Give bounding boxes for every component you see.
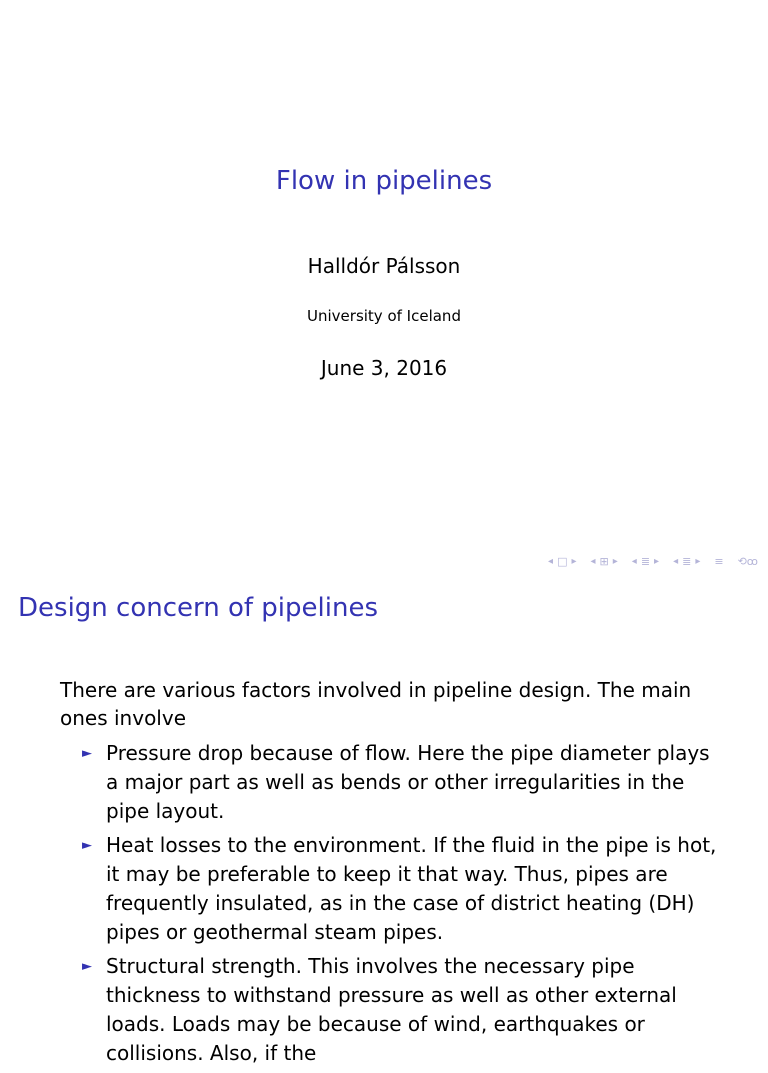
left-arrow-icon[interactable]: ◂ bbox=[590, 556, 596, 567]
triangle-bullet-icon: ► bbox=[82, 746, 92, 761]
subsection-icon[interactable]: ⊞ bbox=[599, 555, 609, 568]
search-icon[interactable]: ⟲ꝏ bbox=[737, 555, 758, 568]
triangle-bullet-icon: ► bbox=[82, 959, 92, 974]
nav-doc-group[interactable] bbox=[712, 555, 725, 569]
list-item-text: Heat losses to the environment. If the fluid in the pipe is hot, it may be preferable to keep it that way. Thus, pipes are frequently insulated, as in the case of district heating (DH) pipes or geothermal steam pipes. bbox=[106, 833, 717, 944]
right-arrow-icon[interactable]: ▸ bbox=[612, 556, 618, 567]
nav-frame-group[interactable] bbox=[546, 555, 578, 569]
institute-name: University of Iceland bbox=[307, 307, 461, 325]
author-name: Halldór Pálsson bbox=[307, 254, 461, 278]
left-arrow-icon[interactable]: ◂ bbox=[548, 556, 554, 567]
document-icon[interactable]: ≡ bbox=[714, 555, 724, 568]
right-arrow-icon[interactable]: ▸ bbox=[695, 556, 701, 567]
bullet-list bbox=[82, 739, 722, 1073]
presentation-title: Flow in pipelines bbox=[275, 166, 493, 196]
nav-search-group[interactable] bbox=[736, 555, 760, 569]
right-arrow-icon[interactable]: ▸ bbox=[571, 556, 577, 567]
list-item bbox=[82, 831, 722, 947]
left-arrow-icon[interactable]: ◂ bbox=[631, 556, 637, 567]
list-item bbox=[82, 952, 722, 1068]
content-slide bbox=[0, 577, 768, 1065]
intro-paragraph: There are various factors involved in pipeline design. The main ones involve bbox=[60, 678, 692, 730]
frame-title: Design concern of pipelines bbox=[18, 593, 379, 623]
nav-subsection-group[interactable] bbox=[589, 555, 620, 569]
part-icon[interactable]: ≣ bbox=[682, 555, 692, 568]
list-item bbox=[82, 739, 722, 826]
list-item-text: Structural strength. This involves the necessary pipe thickness to withstand pressure as well as other external loads. Loads may be because of wind, earthquakes or collisions. Also, if the bbox=[106, 954, 677, 1065]
right-arrow-icon[interactable]: ▸ bbox=[654, 556, 660, 567]
frame-icon[interactable]: □ bbox=[557, 555, 568, 568]
triangle-bullet-icon: ► bbox=[82, 838, 92, 853]
presentation-date: June 3, 2016 bbox=[320, 356, 448, 380]
list-item-text: Pressure drop because of flow. Here the pipe diameter plays a major part as well as bends or other irregularities in the pipe layout. bbox=[106, 741, 710, 823]
nav-part-group[interactable] bbox=[671, 555, 702, 569]
nav-section-group[interactable] bbox=[630, 555, 661, 569]
section-icon[interactable]: ≣ bbox=[640, 555, 651, 568]
beamer-navigation-bar bbox=[536, 555, 760, 569]
left-arrow-icon[interactable]: ◂ bbox=[673, 556, 679, 567]
